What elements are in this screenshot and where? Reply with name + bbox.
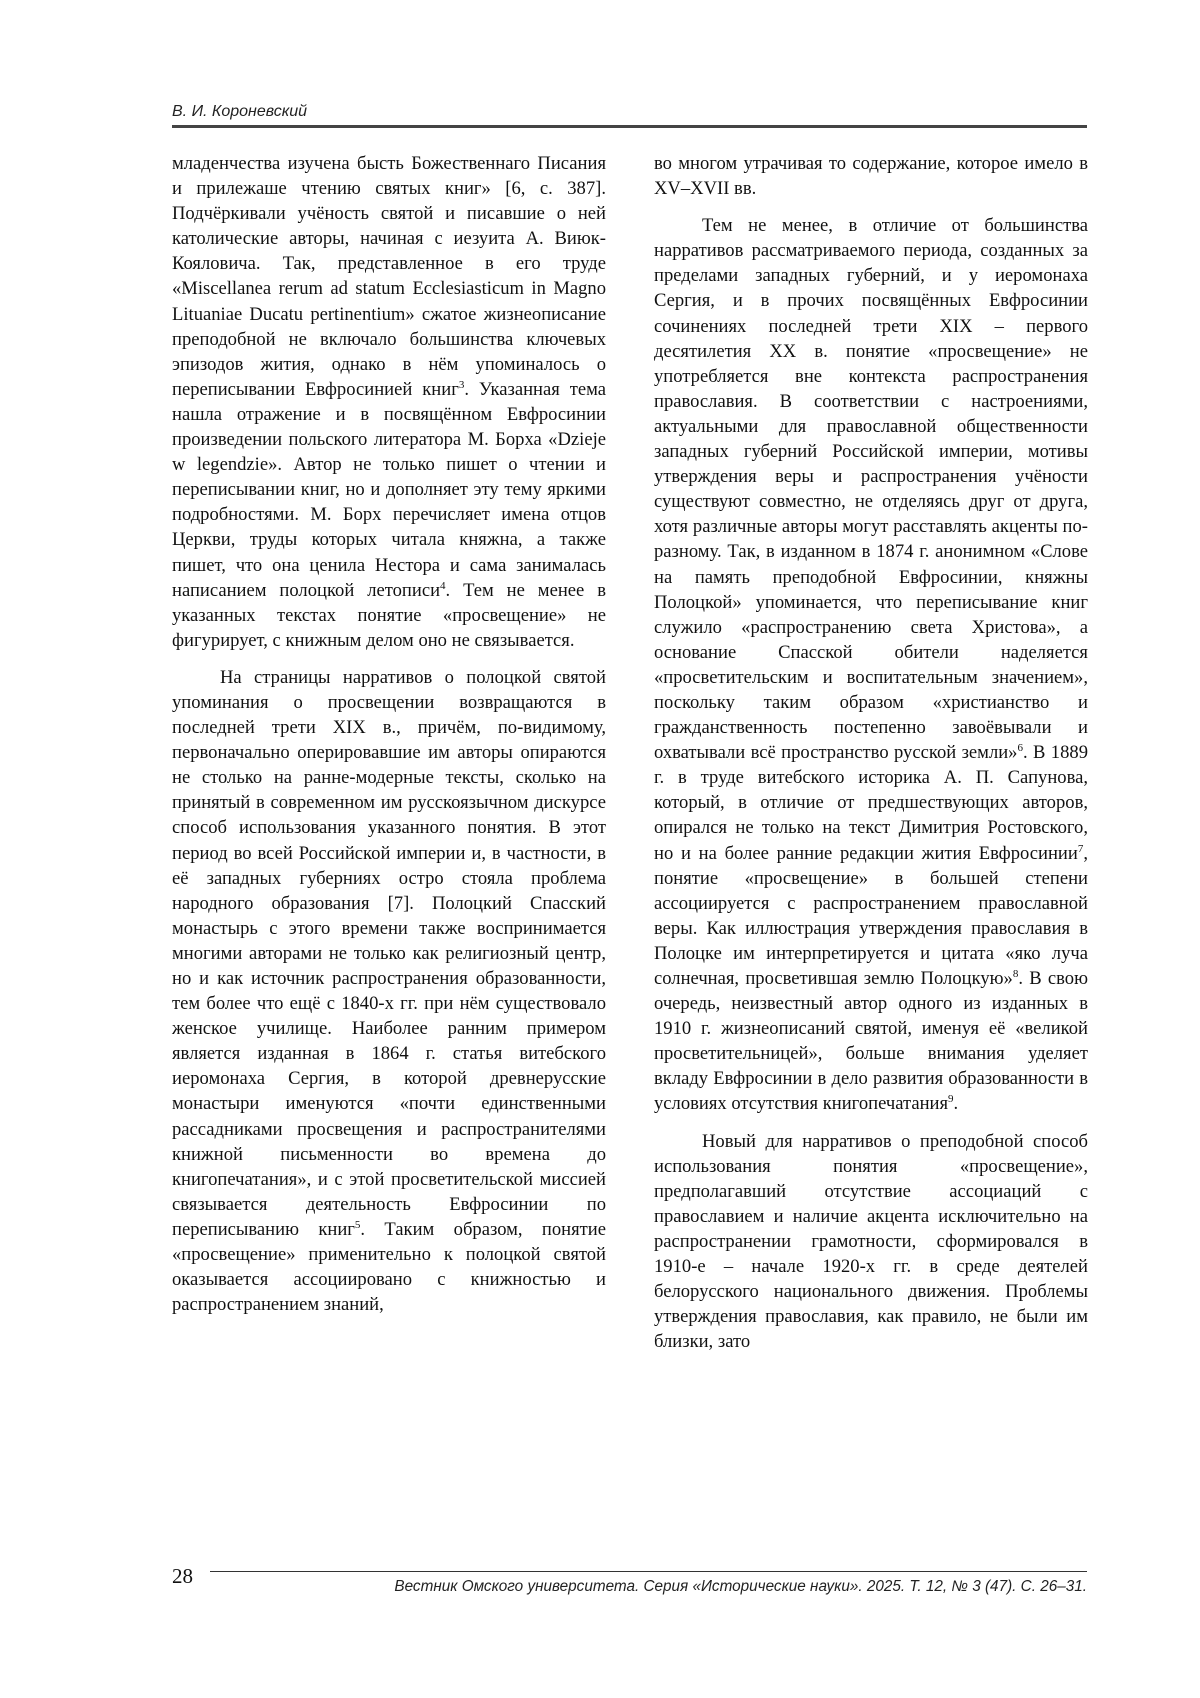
- footnote-ref-8: 8: [1012, 967, 1019, 980]
- page-number: 28: [172, 1564, 193, 1588]
- footer-rule: [210, 1571, 1087, 1572]
- footnote-ref-5: 5: [354, 1218, 361, 1231]
- footnote-ref-3: 3: [458, 378, 465, 391]
- right-paragraph-3: Новый для нарративов о преподобной способ использования понятия «просвещение», предполагавший отсутствие ассоциаций с православием и наличие акцента исключительно на распространении грамотности, сформировался в 1910-е – начале 1920-х гг. в среде деятелей белорусского национального движения. Проблемы утверждения православия, как правило, не были им близки, зато: [654, 1130, 1088, 1353]
- running-header-author: В. И. Короневский: [172, 103, 308, 120]
- header-rule: [172, 125, 1087, 128]
- left-paragraph-2: На страницы нарративов о полоцкой святой упоминания о просвещении возвращаются в последней трети XIX в., причём, по-видимому, первоначально оперировавшие им авторы опираются не столько на ранне-модерные тексты, сколько на принятый в современном им русскоязычном дискурсе способ использования указанного понятия. В этот период во всей Российской империи и, в частности, в её западных губерниях остро стояла проблема народного образования [7]. Полоцкий Спасский монастырь с этого времени также воспринимается многими авторами не только как религиозный центр, но и как источник распространения образованности, тем более что ещё с 1840-х гг. при нём существовало женское училище. Наиболее ранним примером является изданная в 1864 г. статья витебского иеромонаха Сергия, в которой древнерусские монастыри именуются «почти единственными рассадниками просвещения и распространителями книжной письменности во времена до книгопечатания», и с этой просветительской миссией связывается деятельность Евфросинии по переписыванию книг$^5$. Таким образом, понятие «просвещение» применительно к полоцкой святой оказывается ассоциировано с книжностью и распространением знаний,: [172, 666, 606, 1316]
- footnote-ref-4: 4: [440, 579, 446, 592]
- right-paragraph-2: Тем не менее, в отличие от большинства нарративов рассматриваемого периода, созданных за пределами западных губерний, и у иеромонаха Сергия, и в прочих посвящённых Евфросинии сочинениях последней трети XIX – первого десятилетия XX в. понятие «просвещение» не употребляется вне контекста распространения православия. В соответствии с настроениями, актуальными для православной общественности западных губерний Российской империи, мотивы утверждения веры и распространения учёности существуют совместно, не отделяясь друг от друга, хотя различные авторы могут расставлять акценты по-разному. Так, в изданном в 1874 г. анонимном «Слове на память преподобной Евфросинии, княжны Полоцкой» упоминается, что переписывание книг служило «распространению света Христова», а основание Спасской обители наделяется «просветительским и воспитательным значением», поскольку таким образом «христианство и гражданственность постепенно завоёвывали и охватывали всё пространство русской земли»$^6$. В 1889 г. в труде витебского историка А. П. Сапунова, который, в отличие от предшествующих авторов, опирался не только на текст Димитрия Ростовского, но и на более ранние редакции жития Евфросинии$^7$, понятие «просвещение» в большей степени ассоциируется с распространением православной веры. Как иллюстрация утверждения православия в Полоцке им интерпретируется и цитата «яко луча солнечная, просветившая землю Полоцкую»$^8$. В свою очередь, неизвестный автор одного из изданных в 1910 г. жизнеописаний святой, именуя её «великой просветительницей», больше внимания уделяет вкладу Евфросинии в дело развития образованности в условиях отсутствия книгопечатания$^9$.: [654, 215, 1088, 1115]
- right-column: [654, 151, 1088, 1354]
- footnote-ref-6: 6: [1017, 741, 1023, 754]
- left-paragraph-1: младенчества изучена бысть Божественнаго Писания и прилежаше чтению святых книг» [6, с. 387]. Подчёркивали учёность святой и писавшие о ней католические авторы, начиная с иезуита А. Виюк-Кояловича. Так, представленное в его труде «Miscellanea rerum ad statum Ecclesiasticum in Magno Lituaniae Ducatu pertinentium» сжатое жизнеописание преподобной не включало большинства ключевых эпизодов жития, однако в нём упоминалось о переписывании Евфросинией книг$^3$. Указанная тема нашла отражение и в посвящённом Евфросинии произведении польского литератора М. Борха «Dzieje w legendzie». Автор не только пишет о чтении и переписывании книг, но и дополняет эту тему яркими подробностями. М. Борх перечисляет имена отцов Церкви, труды которых читала княжна, а также пишет, что она ценила Нестора и сама занималась написанием полоцкой летописи$^4$. Тем не менее в указанных текстах понятие «просвещение» не фигурирует, с книжным делом оно не связывается.: [172, 153, 606, 651]
- footnote-ref-7: 7: [1077, 842, 1084, 855]
- right-paragraph-1: во многом утрачивая то содержание, которое имело в XV–XVII вв.: [654, 153, 1088, 200]
- left-column: [172, 151, 606, 1317]
- journal-citation: Вестник Омского университета. Серия «Исторические науки». 2025. Т. 12, № 3 (47). С. 26–31.: [394, 1578, 1087, 1595]
- footnote-ref-9: 9: [948, 1093, 954, 1106]
